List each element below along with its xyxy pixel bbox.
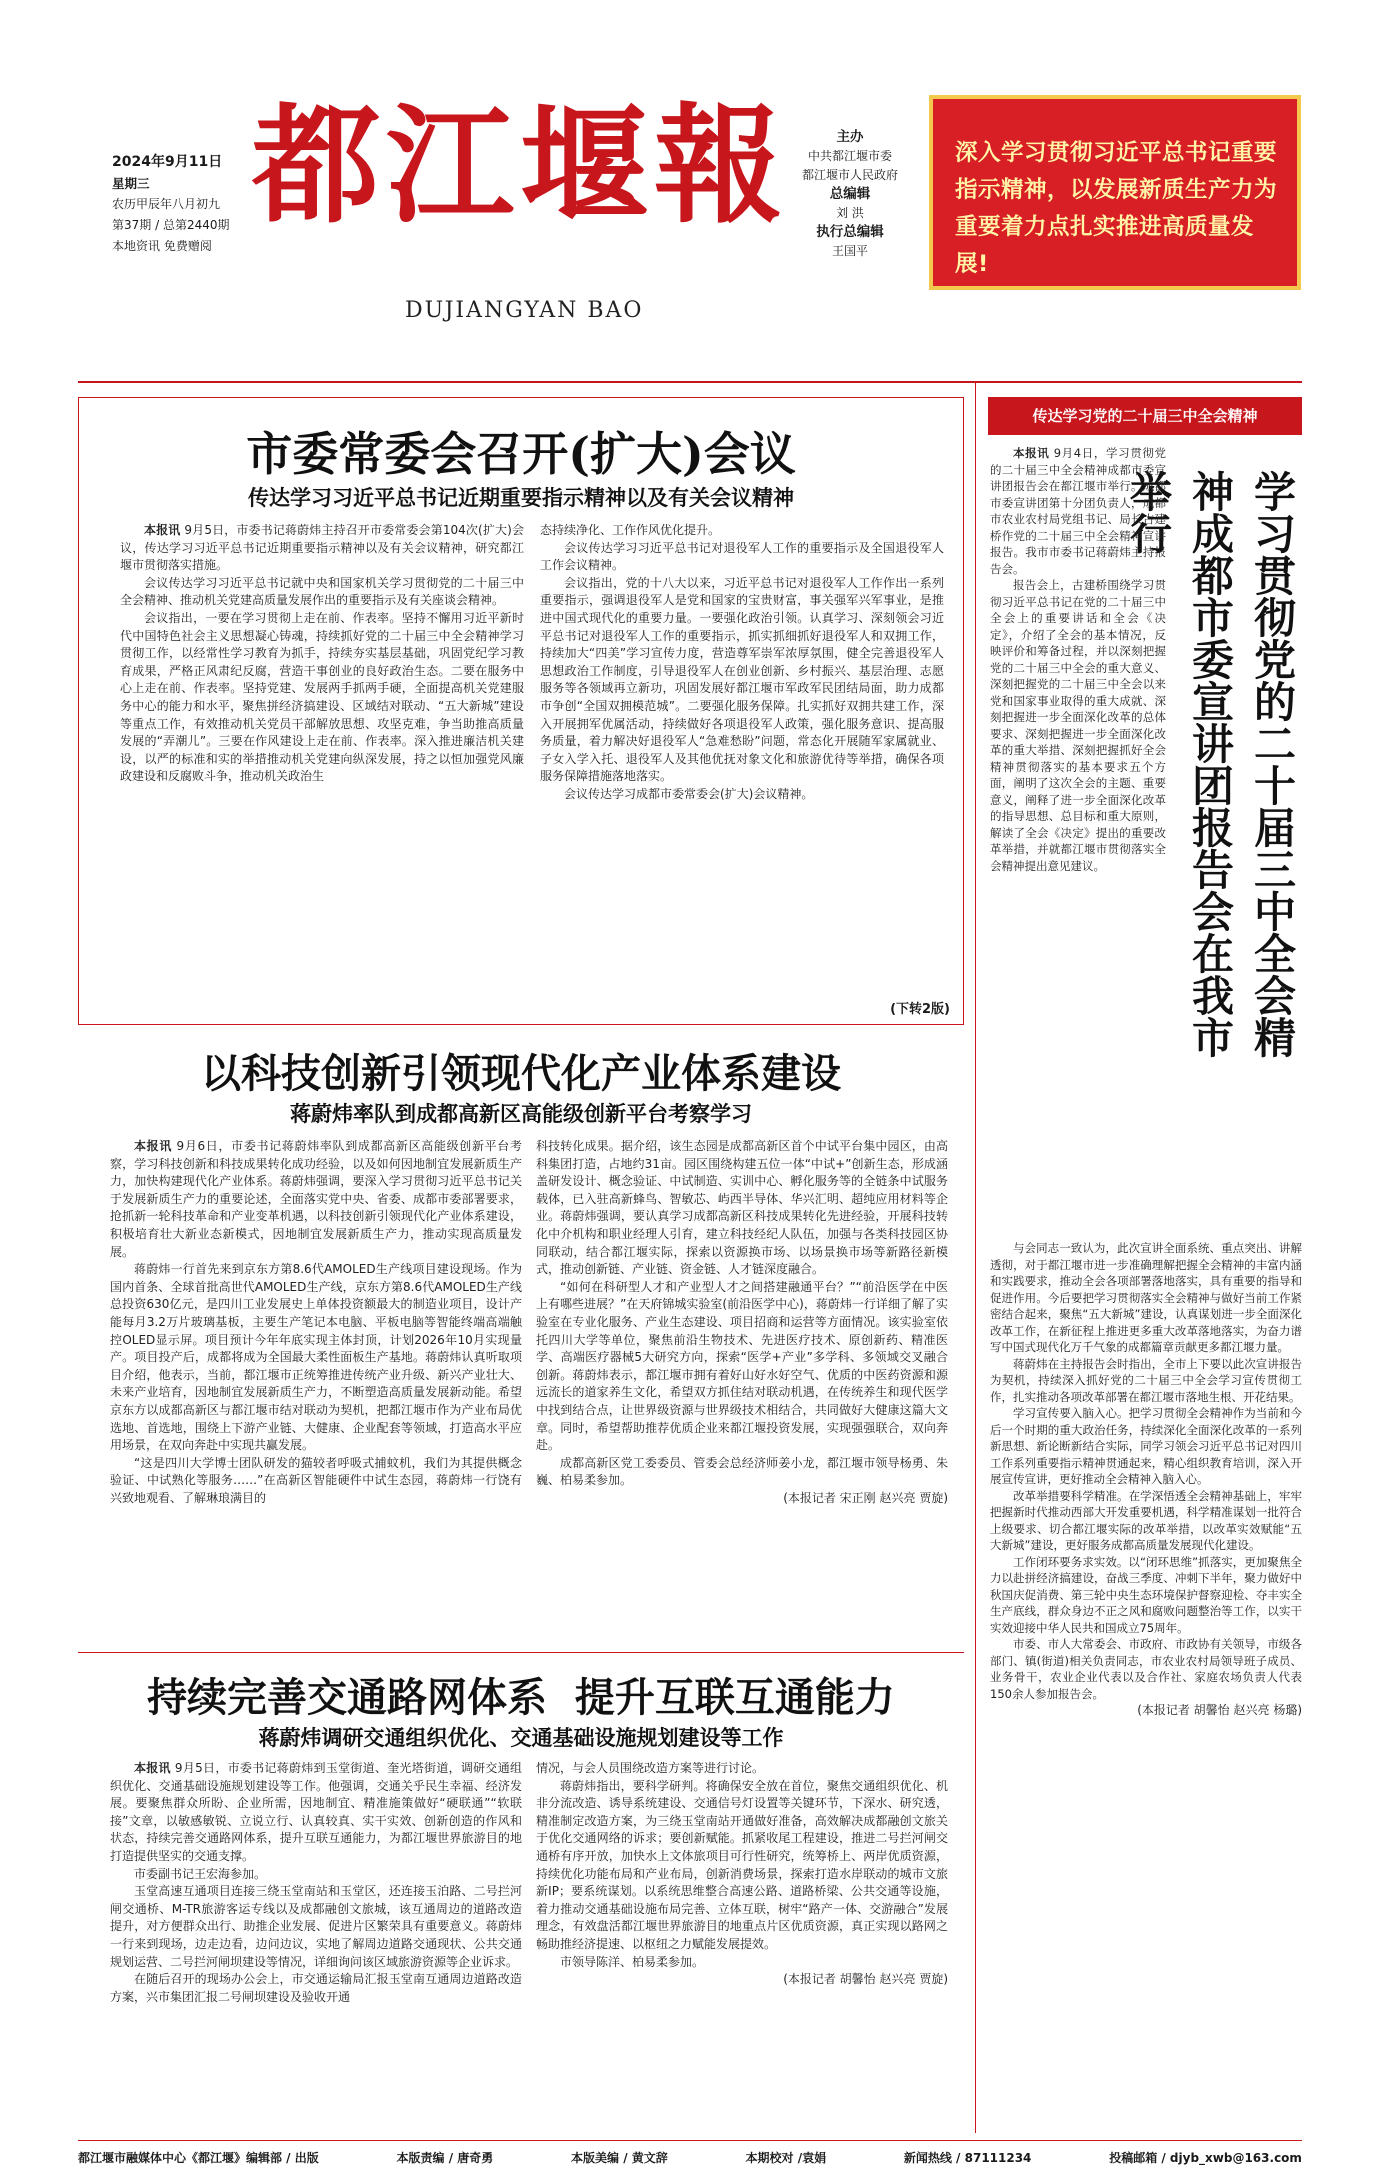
lunar-date: 农历甲辰年八月初九 — [112, 197, 221, 211]
newspaper-title: 都江堰報 — [252, 91, 789, 241]
article2-title: 以科技创新引领现代化产业体系建设 — [201, 1050, 841, 1097]
masthead-info — [112, 152, 242, 257]
article2-p6: 成都高新区党工委委员、管委会总经济师姜小龙，都江堰市领导杨勇、朱巍、柏易柔参加。 — [536, 1455, 948, 1488]
masthead-divider — [78, 381, 1302, 383]
footer-editor: 本版责编 / 唐奇勇 — [396, 2150, 494, 2165]
article2-byline: (本报记者 宋正刚 赵兴亮 贾旋) — [783, 1490, 948, 1505]
continued-note: (下转2版) — [890, 1002, 950, 1017]
article2-col1 — [110, 1138, 522, 1507]
article4-p2: 报告会上，古建桥围绕学习贯彻习近平总书记在党的二十届三中全会上的重要讲话和全会《决定》，介绍了全会的基本情况，反映评价和筹备过程，并以深刻把握党的二十届三中全会的重大意义、深刻把握党的二十届三中全会以来党和国家事业取得的重大成就、深刻把握进一步全面深化改革的总体要求、深刻把握进一步全面深化改革的重大举措、深刻把握抓好全会精神贯彻落实的基本要求五个方面，阐明了这次全会的主题、重要意义，阐释了进一步全面深化改革的指导思想、总目标和重大原则，解读了全会《决定》提出的重要改革举措，并就都江堰市贯彻落实全会精神提出意见建议。 — [990, 578, 1166, 873]
article1-p3: 会议指出，一要在学习贯彻上走在前、作表率。坚持不懈用习近平新时代中国特色社会主义思想凝心铸魂，持续抓好党的二十届三中全会精神学习贯彻工作，以经常性学习教育为抓手，持续夯实基层基础，巩固党纪学习教育成果，严格正风肃纪反腐，营造干事创业的良好政治生态。二要在服务中心上走在前、作表率。坚持党建、发展两手抓两手硬，全面提高机关党建服务中心的能力和水平，聚焦拼经济搞建设、区域结对联动、“五大新城”建设等重点工作，有效推动机关党员干部解放思想、攻坚克难，争当助推高质量发展的“弄潮儿”。三要在作风建设上走在前、作表率。深入推进廉洁机关建设，以严的标准和实的举措推动机关党建向纵深发展，持之以恒加强党风廉政建设和反腐败斗争，推动机关政治生 — [120, 610, 524, 784]
article2-col2 — [536, 1138, 948, 1507]
article3-byline: (本报记者 胡馨怡 赵兴亮 贾旋) — [783, 1972, 948, 1987]
exec-editor: 王国平 — [831, 244, 868, 258]
footer-hotline: 新闻热线 / 87111234 — [903, 2150, 1032, 2165]
footer-proofreader: 本期校对 /袁娟 — [745, 2150, 827, 2165]
sponsor-1: 中共都江堰市委 — [807, 149, 892, 163]
article4-p1: 9月4日，学习贯彻党的二十届三中全会精神成都市委宣讲团报告会在都江堰市举行。成都市委宣讲团第十分团负责人，成都市农业农村局党组书记、局长古建桥作党的二十届三中全会精神宣讲报告。我市市委书记蒋蔚炜主持报告会。 — [990, 446, 1167, 576]
right-column-divider — [975, 381, 976, 2133]
article3-p5: 情况，与会人员围绕改造方案等进行讨论。 — [536, 1761, 765, 1775]
exec-editor-label: 执行总编辑 — [816, 224, 884, 240]
article2-lead: 本报讯 — [134, 1139, 173, 1153]
article4-p3: 与会同志一致认为，此次宣讲全面系统、重点突出、讲解透彻，对于都江堰市进一步准确理解把握全会精神的丰富内涵和实践要求，推动全会各项部署落地落实，具有重要的指导和促进作用。今后要把学习贯彻落实全会精神与做好当前工作紧密结合起来，聚焦“五大新城”建设，认真谋划进一步全面深化改革工作，在新征程上推进更多重大改革落地落实，为奋力谱写中国式现代化万千气象的成都篇章贡献更多都江堰力量。 — [990, 1241, 1302, 1354]
chief-editor-label: 总编辑 — [829, 186, 871, 202]
issue-weekday: 星期三 — [112, 176, 150, 191]
article4-p4: 蒋蔚炜在主持报告会时指出，全市上下要以此次宣讲报告为契机，持续深入抓好党的二十届三中全会学习宣传贯彻工作，扎实推动各项改革部署在都江堰市落地生根、开花结果。 — [990, 1356, 1302, 1404]
article3-p4: 在随后召开的现场办公会上，市交通运输局汇报玉堂南互通周边道路改造方案，兴市集团汇报二号闸坝建设及验收开通 — [110, 1972, 522, 2004]
article2-p3: “这是四川大学博士团队研发的猫较者呼吸式捕蚊机，我们为其提供概念验证、中试熟化等服务……”在高新区智能硬件中试生态园，蒋蔚炜一行饶有兴致地观看、了解琳琅满目的 — [110, 1455, 522, 1505]
page-footer — [78, 2140, 1302, 2169]
article3-col1 — [110, 1760, 522, 2006]
article2-subtitle: 蒋蔚炜率队到成都高新区高能级创新平台考察学习 — [290, 1102, 752, 1126]
article2-p4: 科技转化成果。据介绍，该生态园是成都高新区首个中试平台集中园区，由高科集团打造，占地约31亩。园区围绕构建五位一体“中试+”创新生态，形成涵盖研发设计、概念验证、中试制造、实训中心、孵化服务等的全链条中试服务载体，已入驻高新蜂鸟、智敏芯、屿西半导体、华兴汇明、超纯应用材料等企业。蒋蔚炜强调，要认真学习成都高新区科技成果转化先进经验，开展科技转化中介机构和职业经理人引育，建立科技经纪人队伍，加强与各类科技园区协同联动，结合都江堰实际，探索以资源换市场、以场景换市场等新路径新模式，推动创新链、产业链、资金链、人才链深度融合。 — [536, 1139, 948, 1277]
article1-col2 — [540, 522, 944, 804]
sponsor-2: 都江堰市人民政府 — [801, 168, 898, 182]
article3-p2: 市委副书记王宏海参加。 — [134, 1866, 267, 1881]
article1-p2: 会议传达学习习近平总书记就中央和国家机关学习贯彻党的二十届三中全会精神、推动机关党建高质量发展作出的重要指示及有关座谈会精神。 — [120, 575, 524, 608]
article4-p6: 改革举措要科学精准。在学深悟透全会精神基础上，牢牢把握新时代推动西部大开发重要机遇，科学精准谋划一批符合上级要求、切合都江堰实际的改革举措，以改革实效赋能“五大新城”建设，更好服务成都高质量发展现代化建设。 — [990, 1488, 1302, 1552]
article4-p8: 市委、市人大常委会、市政府、市政协有关领导，市级各部门、镇(街道)相关负责同志，市农业农村局领导班子成员、业务骨干，农业企业代表以及合作社、家庭农场负责人代表150余人参加报告会。 — [990, 1637, 1302, 1701]
article4-p7: 工作闭环要务求实效。以“闭环思维”抓落实，更加聚焦全力以赴拼经济搞建设，奋战三季度、冲刺下半年，聚力做好中秋国庆促消费、第三轮中央生态环境保护督察迎检、夺丰实全生产底线，群众身边不正之风和腐败问题整治等工作，以实干实效迎接中华人民共和国成立75周年。 — [990, 1554, 1302, 1635]
article1-p1: 9月5日，市委书记蒋蔚炜主持召开市委常委会第104次(扩大)会议，传达学习习近平总书记近期重要指示精神以及有关会议精神，研究都江堰市贯彻落实措施。 — [120, 523, 524, 573]
article2-p5: “如何在科研型人才和产业型人才之间搭建融通平台？”“前沿医学在中医上有哪些进展？”在天府锦城实验室(前沿医学中心)，蒋蔚炜一行详细了解了实验室在专业化服务、产业生态建设、项目招商和运营等方面情况。该实验室依托四川大学等单位，聚焦前沿生物技术、先进医疗技术、原创新药、精准医学、高端医疗器械5大研究方向，探索“医学+产业”多学科、多领域交叉融合创新。蒋蔚炜表示，都江堰市拥有着好山好水好空气、优质的中医药资源和源远流长的道家养生文化，希望双方抓住结对联动机遇，在传统养生和现代医学中找到结合点，让世界级资源与世界级技术相结合，共同做好大健康这篇大文章。同时，希望帮助推荐优质企业来都江堰投资发展，实现强强联合，双向奔赴。 — [536, 1279, 948, 1453]
article4-title: 学习贯彻党的二十届三中全会精神成都市委宣讲团报告会在我市举行 — [1124, 470, 1297, 1058]
slogan-banner: 深入学习贯彻习近平总书记重要指示精神，以发展新质生产力为重要着力点扎实推进高质量发展! — [929, 95, 1301, 290]
article1-p7: 会议传达学习成都市委常委会(扩大)会议精神。 — [564, 786, 814, 801]
article3-subtitle: 蒋蔚炜调研交通组织优化、交通基础设施规划建设等工作 — [258, 1726, 784, 1750]
issue-number: 第37期 / 总第2440期 — [112, 218, 230, 232]
article1-title: 市委常委会召开(扩大)会议 — [246, 427, 796, 481]
article1-p5: 会议传达学习习近平总书记对退役军人工作的重要指示及全国退役军人工作会议精神。 — [540, 540, 944, 573]
article1-subtitle: 传达学习习近平总书记近期重要指示精神以及有关会议精神 — [248, 486, 794, 510]
footer-publisher: 都江堰市融媒体中心《都江堰》编辑部 / 出版 — [78, 2150, 319, 2165]
article1-p6: 会议指出，党的十八大以来，习近平总书记对退役军人工作作出一系列重要指示，强调退役军人是党和国家的宝贵财富，事关强军兴军事业，是推进中国式现代化的重要力量。一要强化政治引领。认真学习、深刻领会习近平总书记对退役军人工作的重要指示，抓实抓细抓好退役军人和双拥工作，持续加大“四美”学习宣传力度，营造尊军崇军浓厚氛围，健全完善退役军人思想政治工作制度，引导退役军人在创业创新、乡村振兴、基层治理、志愿服务等各领域再立新功，巩固发展好都江堰市军政军民团结局面，助力成都市争创“全国双拥模范城”。二要强化服务保障。扎实抓好双拥共建工作，深入开展拥军优属活动，持续做好各项退役军人政策，强化服务意识、提高服务质量，着力解决好退役军人“急难愁盼”问题，常态化开展随军家属就业、子女入学入托、退役军人及其他优抚对象文化和旅游优待等举措，确保各项服务保障措施落地落实。 — [540, 575, 944, 784]
article4-narrow-col — [990, 445, 1166, 874]
issue-note: 本地资讯 免费赠阅 — [112, 239, 212, 253]
section-tag: 传达学习党的二十届三中全会精神 — [988, 397, 1302, 435]
article3-title: 持续完善交通路网体系 提升互联互通能力 — [147, 1674, 895, 1721]
article3-p3: 玉堂高速互通项目连接三绕玉堂南站和玉堂区，还连接玉泊路、二号拦河闸交通桥、M-TR旅游客运专线以及成都融创文旅城，该互通周边的道路改造提升，对方便群众出行、助推企业发展、促进片区繁荣具有重要意义。蒋蔚炜一行来到现场，边走边看，边问边议，实地了解周边道路交通现状、公共交通规划运营、二号拦河闸坝建设等情况，详细询问该区域旅游资源等企业诉求。 — [110, 1884, 522, 1969]
newspaper-pinyin: DUJIANGYAN BAO — [405, 298, 644, 323]
footer-email[interactable]: 投稿邮箱 / djyb_xwb@163.com — [1109, 2150, 1302, 2165]
issue-date: 2024年9月11日 — [112, 154, 223, 170]
article2-p1: 9月6日，市委书记蒋蔚炜率队到成都高新区高能级创新平台考察，学习科技创新和科技成果转化成功经验，以及如何因地制宜发展新质生产力，加快构建现代化产业体系。蒋蔚炜强调，要深入学习贯彻习近平总书记关于发展新质生产力的重要论述，全面落实党中央、省委、成都市委部署要求，抢抓新一轮科技革命和产业变革机遇，以科技创新引领现代化产业体系建设，积极培育壮大新业态新模式，因地制宜发展新质生产力，推动实现高质量发展。 — [110, 1139, 522, 1259]
article3-p7: 市领导陈洋、柏易柔参加。 — [560, 1954, 705, 1969]
article4-p5: 学习宣传要入脑入心。把学习贯彻全会精神作为当前和今后一个时期的重大政治任务，持续深化全面深化改革的一系列新思想、新论断新结合实际，同学习领会习近平总书记对四川工作系列重要指示精神贯通起来，精心组织教育培训，深入开展宣传宣讲，更好推动全会精神入脑入心。 — [990, 1406, 1302, 1486]
article1-col1 — [120, 522, 524, 786]
article3-p1: 9月5日，市委书记蒋蔚炜到玉堂街道、奎光塔街道，调研交通组织优化、交通基础设施规划建设等工作。他强调，交通关乎民生幸福、经济发展。要聚焦群众所盼、企业所需，因地制宜、精准施策做好“硬联通”“软联接”文章，以敏感敏锐、立说立行、认真较真、实干实效、创新创造的作风和状态，持续完善交通路网体系，提升互联互通能力，为都江堰世界旅游目的地打造提供坚实的交通支撑。 — [110, 1761, 522, 1863]
article4-lead: 本报讯 — [1013, 446, 1050, 460]
article4-wide-col — [990, 1240, 1302, 1719]
article2-divider — [78, 1652, 964, 1653]
article4-byline: (本报记者 胡馨怡 赵兴亮 杨璐) — [1137, 1703, 1302, 1717]
article2-p2: 蒋蔚炜一行首先来到京东方第8.6代AMOLED生产线项目建设现场。作为国内首条、全球首批高世代AMOLED生产线，京东方第8.6代AMOLED生产线总投资630亿元，是四川工业发展史上单体投资额最大的制造业项目，设计产能每月3.2万片玻璃基板，主要生产笔记本电脑、平板电脑等智能终端高端触控OLED显示屏。项目预计今年年底实现主体封顶，计划2026年10月实现量产。项目投产后，成都将成为全国最大柔性面板生产基地。蒋蔚炜认真听取项目介绍，他表示，当前，都江堰市正统筹推进传统产业升级、新兴产业壮大、未来产业培育，因地制宜发展新质生产力，不断塑造高质量发展新动能。希望京东方以成都高新区与都江堰市结对联动为契机，把都江堰市作为产业布局优选地、首选地，围绕上下游产业链、大健康、企业配套等领域，打造高水平应用场景，在双向奔赴中实现共赢发展。 — [110, 1262, 522, 1453]
article3-col2 — [536, 1760, 948, 1989]
masthead-credits — [760, 128, 940, 261]
chief-editor: 刘 洪 — [836, 206, 864, 220]
article1-lead: 本报讯 — [144, 523, 181, 537]
footer-designer: 本版美编 / 黄文辞 — [571, 2150, 668, 2165]
sponsor-label: 主办 — [836, 129, 864, 145]
article3-p6: 蒋蔚炜指出，要科学研判。将确保安全放在首位，聚焦交通组织优化、机非分流改造、诱导系统建设、交通信号灯设置等关键环节，下深水、研究透，精准制定改造方案，为三绕玉堂南站开通做好准备，高效解决成都融创文旅关于优化交通网络的诉求；要创新赋能。抓紧收尾工程建设，推进二号拦河闸交通桥有序开放，加快水上文体旅项目可行性研究，统筹桥上、两岸优质资源，持续优化功能布局和产业布局，创新消费场景，探索打造水岸联动的城市文旅新IP；要系统谋划。以系统思维整合高速公路、道路桥梁、公共交通等设施，着力推动交通基础设施布局完善、立体互联，树牢“路产一体、交游融合”发展理念，有效盘活都江堰世界旅游目的地重点片区优质资源，真正实现以路网之畅助推经济提速、以枢纽之力赋能发展提效。 — [536, 1778, 948, 1951]
article1-p4: 态持续净化、工作作风优化提升。 — [540, 523, 721, 537]
article3-lead: 本报讯 — [134, 1761, 171, 1775]
